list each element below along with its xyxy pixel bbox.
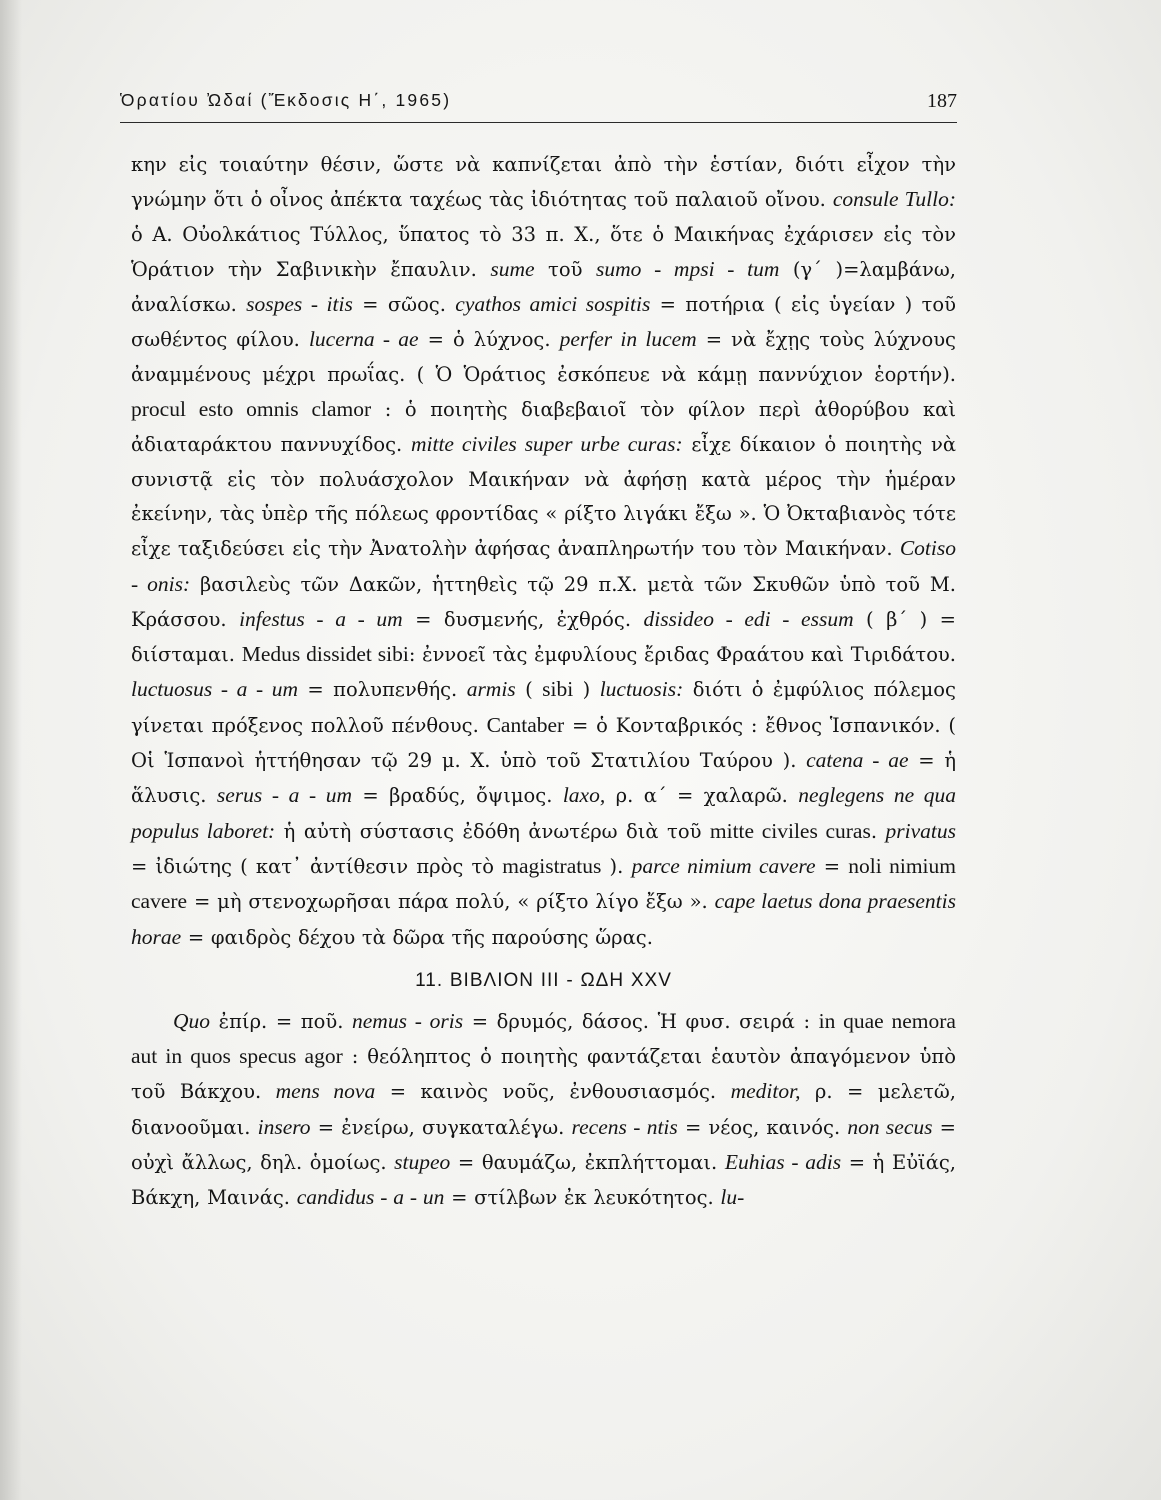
- text-run: τοῦ: [534, 257, 596, 281]
- running-head-title: Ὁρατίου Ὠδαί (Ἔκδοσις Η΄, 1965): [120, 90, 452, 110]
- latin-lemma: cyathos amici sospitis: [455, 292, 651, 317]
- latin-lemma: lu-: [720, 1185, 745, 1210]
- text-run: ἐπίρ. = ποῦ.: [210, 1009, 352, 1033]
- text-run: = δυσμενής, ἐχθρός.: [402, 607, 644, 631]
- text-run: = ἐνείρω, συγκαταλέγω.: [310, 1115, 572, 1139]
- text-run: (: [515, 678, 543, 702]
- text-run: διότι ὁ ἐμφύλιος πόλεμος γίνεται πρόξενος πολλοῦ πένθους.: [131, 678, 956, 737]
- latin-lemma: candidus - a - un: [296, 1185, 445, 1210]
- text-run: κην εἰς τοιαύτην θέσιν, ὥστε νὰ καπνίζεται ἀπὸ τὴν ἑστίαν, διότι εἶχον τὴν γνώμην ὅτι ὁ οἶνος ἀπέκτα ταχέως τὰς ἰδιότητας τοῦ παλαιοῦ οἴνου.: [131, 153, 956, 212]
- latin-lemma: non secus: [847, 1114, 933, 1139]
- text-run: = νέος, καινός.: [677, 1115, 848, 1139]
- text-run: = στίλβων ἐκ λευκότητος.: [444, 1186, 721, 1210]
- latin-quote: magistratus: [502, 853, 602, 878]
- text-run: ).: [601, 854, 632, 878]
- text-run: = οὐχὶ ἄλλως, δηλ. ὁμοίως.: [131, 1115, 957, 1175]
- latin-lemma: armis: [466, 677, 516, 702]
- text-run: = ποτήρια ( εἰς ὑγείαν ) τοῦ σωθέντος φίλου.: [131, 293, 956, 352]
- text-run: = μὴ στενοχωρῆσαι πάρα πολύ, « ρίξτο λίγο ἔξω ».: [187, 890, 715, 914]
- text-run: = δρυμός, δάσος. Ἡ φυσ. σειρά :: [463, 1009, 819, 1033]
- scan-edge-shadow: [0, 0, 22, 1500]
- page-body: [131, 148, 956, 1216]
- latin-lemma: mens nova: [275, 1079, 376, 1104]
- latin-lemma: dissideo - edi - essum: [643, 606, 854, 631]
- latin-lemma: privatus: [885, 818, 956, 843]
- latin-quote: Medus dissidet sibi: [241, 642, 409, 667]
- text-run: = σῶος.: [352, 293, 456, 317]
- latin-lemma: Quo: [173, 1008, 211, 1033]
- text-run: .: [870, 819, 886, 843]
- commentary-paragraph: [131, 148, 956, 955]
- latin-lemma: infestus - a - um: [239, 606, 403, 631]
- text-run: : θεόληπτος ὁ ποιητὴς φαντάζεται ἑαυτὸν ἀπαγόμενον ὑπὸ τοῦ Βάκχου.: [131, 1045, 956, 1104]
- text-run: = βραδύς, ὄψιμος.: [351, 784, 563, 808]
- latin-lemma: sospes - itis: [246, 292, 353, 317]
- latin-lemma: catena - ae: [806, 748, 909, 773]
- text-run: ): [573, 678, 600, 702]
- latin-lemma: cape laetus dona praesentis horae: [131, 889, 956, 949]
- text-run: = νὰ ἔχῃς τοὺς λύχνους ἀναμμένους μέχρι πρωΐας. ( Ὁ Ὁράτιος ἐσκόπευε νὰ κάμῃ παννύχιον ἑορτήν).: [131, 328, 956, 386]
- text-run: = καινὸς νοῦς, ἐνθουσιασμός.: [375, 1080, 731, 1104]
- latin-lemma: sume: [490, 256, 535, 281]
- latin-quote: noli nimium cavere: [131, 853, 956, 914]
- text-run: = ἡ Εὐϊάς, Βάκχη, Μαινάς.: [131, 1151, 956, 1210]
- text-run: = θαυμάζω, ἐκπλήττομαι.: [450, 1151, 725, 1175]
- text-run: ρ. = μελετῶ, διανοοῦμαι.: [131, 1080, 956, 1139]
- latin-lemma: insero: [257, 1114, 311, 1139]
- text-run: ὁ Α. Οὐολκάτιος Τύλλος, ὕπατος τὸ 33 π. Χ., ὅτε ὁ Μαικήνας ἐχάρισεν εἰς τὸν Ὁράτιον τὴν Σαβινικὴν ἔπαυλιν.: [131, 222, 956, 281]
- latin-lemma: meditor,: [730, 1079, 801, 1104]
- text-run: ( β΄ ) = διίσταμαι.: [131, 607, 956, 667]
- latin-lemma: sumo - mpsi - tum: [595, 256, 780, 281]
- section-heading: 11. ΒΙΒΛΙΟΝ III - ΩΔΗ XXV: [415, 969, 672, 991]
- text-run: = ἰδιώτης ( κατ᾽ ἀντίθεσιν πρὸς τὸ: [131, 854, 503, 878]
- text-run: (γ΄ )=λαμβάνω, ἀναλίσκω.: [131, 257, 957, 317]
- latin-lemma: Cotiso - onis:: [131, 536, 956, 596]
- latin-lemma: Euhias - adis: [724, 1150, 842, 1175]
- latin-quote: mitte civiles curas: [709, 818, 871, 843]
- latin-quote: in quae nemora aut in quos specus agor: [131, 1008, 956, 1069]
- latin-lemma: laxo,: [562, 783, 606, 808]
- latin-lemma: stupeo: [394, 1150, 451, 1175]
- latin-quote: Cantaber: [486, 712, 565, 737]
- text-run: ἡ αὐτὴ σύστασις ἐδόθη ἀνωτέρω διὰ τοῦ: [275, 819, 710, 843]
- text-run: : ὁ ποιητὴς διαβεβαιοῖ τὸν φίλον περὶ ἀθορύβου καὶ ἀδιαταράκτου παννυχίδος.: [131, 398, 956, 457]
- text-run: = ὁ λύχνος.: [418, 328, 560, 352]
- text-run: βασιλεὺς τῶν Δακῶν, ἡττηθεὶς τῷ 29 π.Χ. μετὰ τῶν Σκυθῶν ὑπὸ τοῦ Μ. Κράσσου.: [131, 572, 956, 631]
- text-run: = ὁ Κονταβρικός : ἔθνος Ἱσπανικόν. ( Οἱ Ἱσπανοὶ ἡττήθησαν τῷ 29 μ. Χ. ὑπὸ τοῦ Στατιλίου Ταύρου ).: [131, 713, 956, 773]
- latin-lemma: consule Tullo:: [832, 187, 956, 212]
- text-run: = πολυπενθής.: [297, 678, 467, 702]
- latin-lemma: mitte civiles super urbe curas:: [410, 432, 683, 457]
- text-run: : ἐννοεῖ τὰς ἐμφυλίους ἔριδας Φραάτου καὶ Τιριδάτου.: [408, 643, 956, 667]
- latin-lemma: lucerna - ae: [308, 327, 419, 352]
- latin-lemma: luctuosis:: [599, 677, 684, 702]
- latin-lemma: luctuosus - a - um: [131, 677, 298, 702]
- page-number: 187: [927, 90, 957, 112]
- latin-lemma: neglegens ne qua populus laboret:: [131, 783, 956, 843]
- latin-quote: sibi: [542, 677, 574, 702]
- text-run: εἶχε δίκαιον ὁ ποιητὴς νὰ συνιστᾷ εἰς τὸν πολυάσχολον Μαικήναν νὰ ἀφήσῃ κατὰ μέρος τὴν ἡμέραν ἐκείνην, τὰς ὑπὲρ τῆς πόλεως φροντίδας « ρίξτο λιγάκι ἔξω ». Ὁ Ὀκταβιανὸς τότε εἶχε ταξιδεύσει εἰς τὴν Ἀνατολὴν ἀφήσας ἀναπληρωτήν του τὸν Μαικήναν.: [131, 433, 956, 561]
- text-run: ρ. α΄ = χαλαρῶ.: [605, 784, 799, 808]
- latin-lemma: perfer in lucem: [559, 327, 697, 352]
- latin-lemma: serus - a - um: [216, 783, 352, 808]
- text-run: =: [815, 854, 849, 878]
- latin-lemma: nemus - oris: [352, 1008, 464, 1033]
- running-header: [120, 86, 957, 123]
- text-run: = φαιδρὸς δέχου τὰ δῶρα τῆς παρούσης ὥρας.: [181, 925, 653, 949]
- latin-quote: procul esto omnis clamor: [131, 397, 372, 422]
- latin-lemma: parce nimium cavere: [631, 853, 816, 878]
- commentary-paragraph: [131, 1004, 956, 1216]
- text-run: = ἡ ἅλυσις.: [131, 749, 957, 808]
- latin-lemma: recens - ntis: [571, 1114, 678, 1139]
